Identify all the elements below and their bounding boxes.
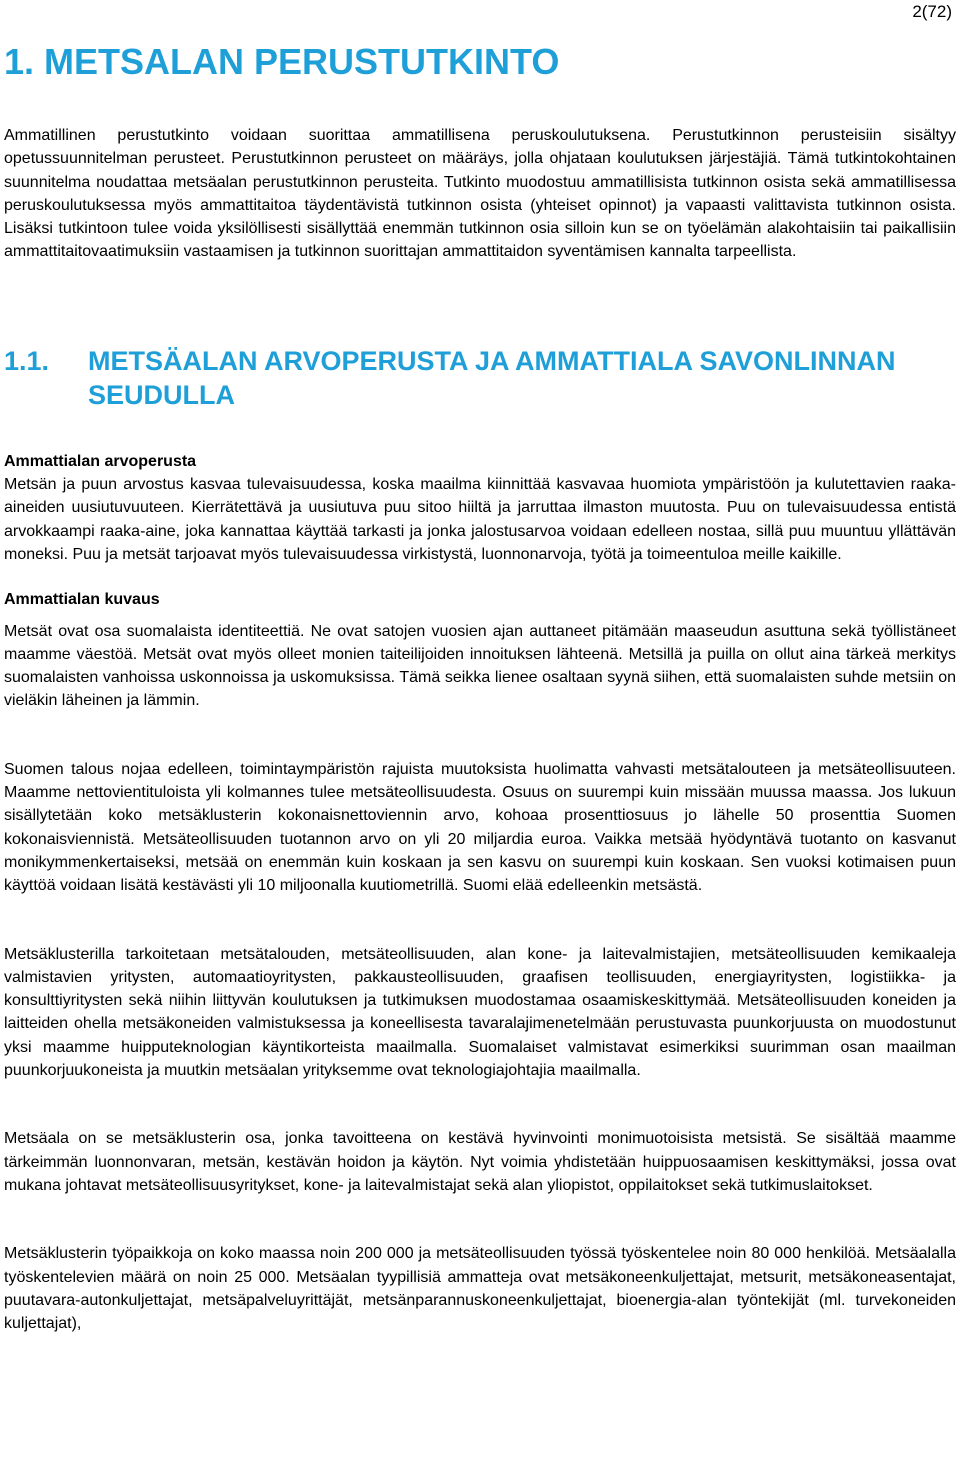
chapter-heading: 1. METSALAN PERUSTUTKINTO	[4, 41, 560, 82]
subsection-heading-kuvaus: Ammattialan kuvaus	[4, 591, 160, 609]
body-paragraph: Suomen talous nojaa edelleen, toimintaympäristön rajuista muutoksista huolimatta vahvasti metsätalouteen ja metsäteollisuuteen. Maamme nettovientituloista yli kolmannes tulee metsäteollisuudesta. Osuus on suurempi kuin missään muussa maassa. Jos lukuun sisällytetään koko metsäklusterin kokonaisnettoviennin arvo, kohoaa prosenttiosuus jo lähelle 50 prosenttia Suomen kokonaisviennistä. Metsäteollisuuden tuotannon arvo on yli 20 miljardia euroa. Vaikka metsää hyödyntävä tuotanto on kasvanut monikymmenkertaiseksi, metsää on enemmän kuin koskaan ja sen kasvu on suurempi kuin koskaan. Sen vuoksi kotimaisen puun käyttöä voidaan lisätä kestävästi yli 10 miljoonalla kuutiometrillä. Suomi elää edelleenkin metsästä.	[4, 760, 956, 895]
page-body	[4, 124, 956, 1335]
arvoperusta-paragraph: Metsän ja puun arvostus kasvaa tulevaisuudessa, koska maailma kiinnittää kasvavaa huomiota ympäristöön ja kulutettavien raaka-aineiden uusiutuvuuteen. Kierrätettävä ja uusiutuva puu sitoo hiiltä ja jarruttaa ilmaston muutosta. Puu on tulevaisuudessa entistä arvokkaampi raaka-aine, joka kannattaa käyttää tarkasti ja jonka jalostusarvoa voidaan edelleen nostaa, sillä puu muuntuu yllättävän moneksi. Puu ja metsät tarjoavat myös tulevaisuudessa virkistystä, luonnonarvoja, työtä ja toimeentuloa meille kaikille.	[4, 476, 956, 563]
page-number: 2(72)	[912, 2, 952, 21]
section-heading	[4, 344, 956, 412]
intro-paragraph: Ammatillinen perustutkinto voidaan suorittaa ammatillisena peruskoulutuksena. Perustutkinnon perusteisiin sisältyy opetussuunnitelman perusteet. Perustutkinnon perusteet on määräys, jolla ohjataan koulutuksen järjestäjiä. Tämä tutkintokohtainen suunnitelma noudattaa metsäalan perustutkinnon perusteita. Tutkinto muodostuu ammatillisista tutkinnon osista sekä ammatillisessa peruskoulutuksessa myös ammattitaitoa täydentävistä tutkinnon osista (yhteiset opinnot) ja vapaasti valittavista tutkinnon osista. Lisäksi tutkintoon tulee voida yksilöllisesti sisällyttää enemmän tutkinnon osia silloin kun se on työelämän alakohtaisiin tai paikallisiin ammattitaitovaatimuksiin vastaamisen ja tutkinnon suorittajan ammattitaidon syventämisen kannalta tarpeellista.	[4, 127, 956, 261]
kuvaus-paragraph: Metsät ovat osa suomalaista identiteettiä. Ne ovat satojen vuosien ajan auttaneet pitämään maaseudun asuttuna sekä työllistäneet maamme väestöä. Metsät ovat myös olleet monien taiteilijoiden innoituksen lähteenä. Metsillä ja puilla on ollut aina tärkeä merkitys suomalaisten vanhoissa uskonnoissa ja uskomuksissa. Tämä seikka lienee osaltaan syynä siihen, että suomalaisten suhde metsiin on vieläkin läheinen ja lämmin.	[4, 622, 956, 710]
body-paragraph: Metsäala on se metsäklusterin osa, jonka tavoitteena on kestävä hyvinvointi monimuotoisista metsistä. Se sisältää maamme tärkeimmän luonnonvaran, metsän, kestävän hoidon ja käytön. Nyt voimia yhdistetään huippuosaamisen keskittymäksi, jossa ovat mukana johtavat metsäteollisuusyritykset, kone- ja laitevalmistajat sekä alan yliopistot, oppilaitokset sekä tutkimuslaitokset.	[4, 1130, 956, 1194]
section-title: METSÄALAN ARVOPERUSTA JA AMMATTIALA SAVONLINNAN SEUDULLA	[88, 345, 896, 410]
body-paragraph: Metsäklusterin työpaikkoja on koko maassa noin 200 000 ja metsäteollisuuden työssä työskentelee noin 80 000 henkilöä. Metsäalalla työskentelevien määrä on noin 25 000. Metsäalan tyypillisiä ammatteja ovat metsäkoneenkuljettajat, metsurit, metsäkoneasentajat, puutavara-autonkuljettajat, metsäpalveluyrittäjät, metsänparannuskoneenkuljettajat, bioenergia-alan työntekijät (ml. turvekoneiden kuljettajat),	[4, 1245, 956, 1333]
section-number: 1.1.	[4, 345, 50, 376]
subsection-heading-arvoperusta: Ammattialan arvoperusta	[4, 452, 197, 470]
body-paragraph: Metsäklusterilla tarkoitetaan metsätalouden, metsäteollisuuden, alan kone- ja laitevalmistajien, metsäteollisuuden kemikaaleja valmistavien yritysten, automaatioyritysten, pakkausteollisuuden, graafisen teollisuuden, energiayritysten, logistiikka- ja konsulttiyritysten sekä niihin liittyvän koulutuksen ja tutkimuksen muodostamaa osaamiskeskittymää. Metsäteollisuuden koneiden ja laitteiden ohella metsäkoneiden valmistuksessa ja koneellisesta tavaralajimenetelmään perustuvasta puunkorjuusta on muodostunut yksi maamme huipputeknologian käyntikorteista maailmalla. Suomalaiset valmistavat esimerkiksi suurimman osan maailman puunkorjuukoneista ja muutkin metsäalan yrityksemme ovat teknologiajohtajia maailmalla.	[4, 945, 956, 1080]
